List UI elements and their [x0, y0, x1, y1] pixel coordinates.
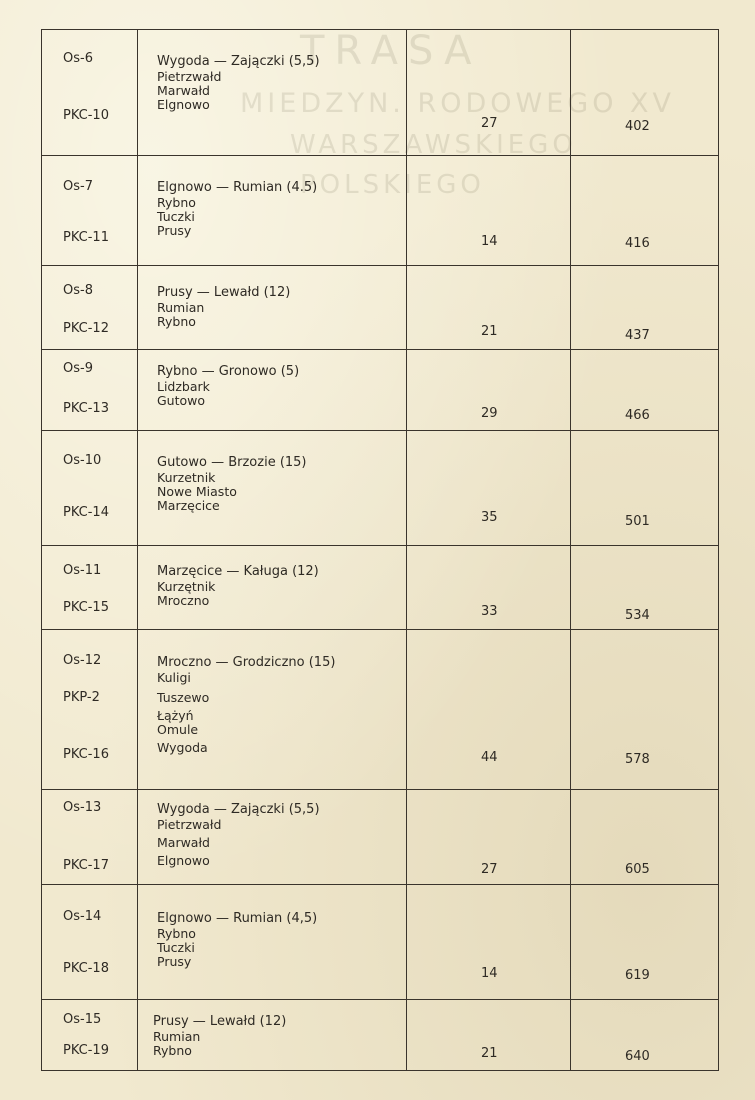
place-name: Rybno — [157, 314, 196, 329]
control-point-code: PKC-13 — [63, 401, 109, 416]
segment-distance: 21 — [481, 1046, 498, 1061]
place-name: Prusy — [157, 954, 192, 969]
cumulative-distance: 402 — [625, 119, 650, 134]
route-segment: Wygoda — Zajączki (5,5) — [157, 54, 320, 69]
control-point-code: PKC-14 — [63, 505, 109, 520]
route-places — [157, 911, 317, 969]
place-name: Łążyń — [157, 708, 194, 723]
place-name: Rumian — [157, 300, 205, 315]
route-segment: Gutowo — Brzozie (15) — [157, 455, 307, 470]
segment-distance: 27 — [481, 862, 498, 877]
table-row — [41, 156, 719, 266]
place-name: Omule — [157, 722, 199, 737]
route-segment: Elgnowo — Rumian (4,5) — [157, 911, 318, 926]
place-name: Elgnowo — [157, 97, 210, 112]
place-name: Pietrzwałd — [157, 69, 222, 84]
place-name: Marwałd — [157, 835, 210, 850]
segment-distance: 29 — [481, 406, 498, 421]
control-point-code: PKC-10 — [63, 108, 109, 123]
cumulative-distance: 578 — [625, 752, 650, 767]
place-name: Mroczno — [157, 593, 210, 608]
control-point-code: PKC-18 — [63, 961, 109, 976]
checkpoint-code: Os-6 — [63, 51, 93, 66]
control-point-code: PKC-17 — [63, 858, 109, 873]
table-row — [41, 630, 719, 790]
segment-distance: 35 — [481, 510, 498, 525]
table-row — [41, 790, 719, 885]
checkpoint-code: Os-7 — [63, 179, 93, 194]
table-row — [41, 29, 719, 156]
place-name: Prusy — [157, 223, 192, 238]
route-places — [157, 364, 299, 408]
route-places — [157, 285, 290, 329]
place-name: Tuczki — [157, 940, 195, 955]
route-places — [157, 54, 320, 112]
place-name: Gutowo — [157, 393, 206, 408]
place-name: Marzęcice — [157, 498, 220, 513]
table-row — [41, 350, 719, 431]
cumulative-distance: 619 — [625, 968, 650, 983]
checkpoint-code: Os-14 — [63, 909, 102, 924]
checkpoint-code: Os-11 — [63, 563, 102, 578]
table-row — [41, 1000, 719, 1071]
place-name: Kurzetnik — [157, 470, 216, 485]
cumulative-distance: 501 — [625, 514, 650, 529]
place-name: Kuligi — [157, 670, 191, 685]
route-places — [157, 655, 335, 755]
place-name: Rybno — [153, 1043, 192, 1058]
place-name: Elgnowo — [157, 853, 210, 868]
show-through-line-1: TRASA — [300, 28, 482, 74]
place-name: Tuczki — [157, 209, 195, 224]
route-places — [157, 455, 307, 513]
place-name: Pietrzwałd — [157, 817, 222, 832]
segment-distance: 14 — [481, 234, 498, 249]
checkpoint-code: Os-13 — [63, 800, 102, 815]
segment-distance: 14 — [481, 966, 498, 981]
route-segment: Wygoda — Zajączki (5,5) — [157, 802, 320, 817]
place-name: Tuszewo — [157, 690, 210, 705]
control-point-code: PKC-19 — [63, 1043, 109, 1058]
place-name: Rybno — [157, 926, 196, 941]
place-name: Rybno — [157, 195, 196, 210]
place-name: Lidzbark — [157, 379, 210, 394]
place-name: Marwałd — [157, 83, 210, 98]
cumulative-distance: 605 — [625, 862, 650, 877]
route-segment: Mroczno — Grodziczno (15) — [157, 655, 336, 670]
route-places — [157, 180, 317, 238]
route-places — [157, 564, 319, 608]
route-segment: Elgnowo — Rumian (4.5) — [157, 180, 318, 195]
place-name: Nowe Miasto — [157, 484, 237, 499]
show-through-line-4: POLSKIEGO — [300, 170, 485, 200]
control-point-code: PKC-12 — [63, 321, 109, 336]
segment-distance: 21 — [481, 324, 498, 339]
cumulative-distance: 534 — [625, 608, 650, 623]
cumulative-distance: 416 — [625, 236, 650, 251]
route-places — [157, 802, 320, 868]
control-point-code: PKC-11 — [63, 230, 109, 245]
cumulative-distance: 437 — [625, 328, 650, 343]
checkpoint-code: Os-8 — [63, 283, 93, 298]
place-name: Rumian — [153, 1029, 201, 1044]
place-name: Wygoda — [157, 740, 208, 755]
show-through-line-3: WARSZAWSKIEGO — [290, 130, 577, 160]
table-row — [41, 885, 719, 1000]
table-row — [41, 546, 719, 630]
checkpoint-code: Os-9 — [63, 361, 93, 376]
show-through-line-2: MIEDZYN. RODOWEGO XV — [240, 88, 675, 119]
checkpoint-code: Os-10 — [63, 453, 102, 468]
checkpoint-code: Os-15 — [63, 1012, 102, 1027]
table-row — [41, 266, 719, 350]
segment-distance: 44 — [481, 750, 498, 765]
checkpoint-code: Os-12 — [63, 653, 102, 668]
control-point-code: PKC-16 — [63, 747, 109, 762]
route-places — [153, 1014, 286, 1058]
segment-distance: 27 — [481, 116, 498, 131]
route-segment: Rybno — Gronowo (5) — [157, 364, 300, 379]
rail-point-code: PKP-2 — [63, 690, 100, 705]
route-segment: Prusy — Lewałd (12) — [153, 1014, 287, 1029]
route-segment: Prusy — Lewałd (12) — [157, 285, 291, 300]
cumulative-distance: 466 — [625, 408, 650, 423]
segment-distance: 33 — [481, 604, 498, 619]
cumulative-distance: 640 — [625, 1049, 650, 1064]
table-row — [41, 431, 719, 546]
control-point-code: PKC-15 — [63, 600, 109, 615]
place-name: Kurzętnik — [157, 579, 216, 594]
route-segment: Marzęcice — Kaługa (12) — [157, 564, 319, 579]
